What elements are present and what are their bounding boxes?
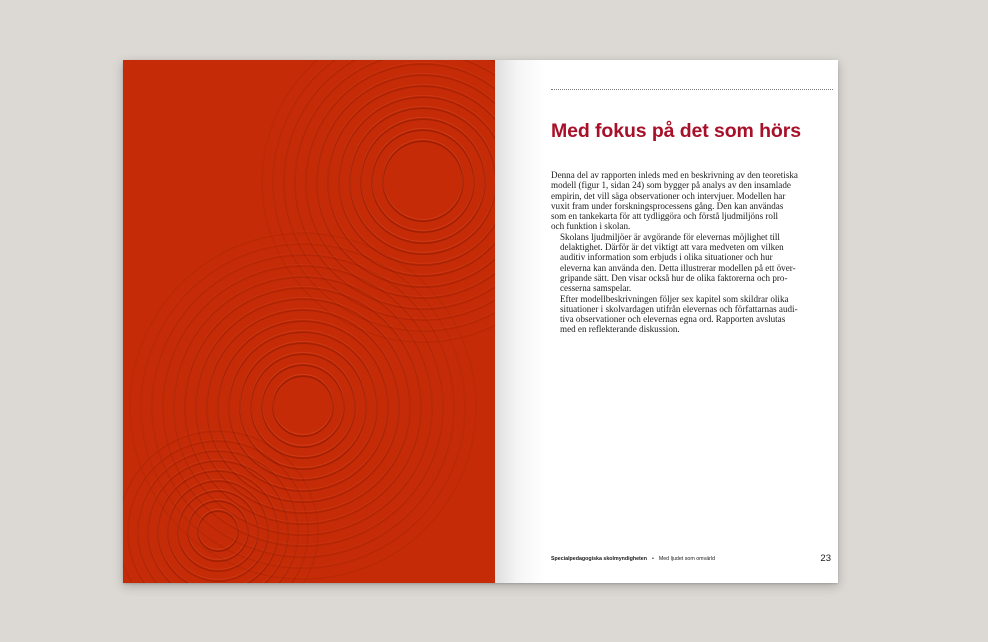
- text-line: tiva observationer och elevernas egna ord. Rapporten avslutas: [560, 314, 786, 325]
- paragraph-1: [551, 170, 798, 232]
- footer-organization: Specialpedagogiska skolmyndigheten: [551, 556, 647, 562]
- text-line: som en tankekarta för att tydliggöra och förstå ljudmiljöns roll: [551, 211, 779, 222]
- text-line: med en reflekterande diskussion.: [560, 324, 680, 335]
- paragraph-2: [551, 231, 796, 294]
- text-line: vuxit fram under forskningsprocessens gång. Den kan användas: [551, 200, 784, 211]
- footer-separator: •: [651, 556, 654, 562]
- text-line: gripande sätt. Den visar också hur de olika faktorerna och pro-: [560, 272, 788, 283]
- body-text: [551, 170, 798, 335]
- page-footer: [551, 553, 833, 568]
- text-line: Denna del av rapporten inleds med en beskrivning av den teoretiska: [551, 170, 798, 180]
- dotted-rule: [551, 89, 833, 90]
- text-line: och funktion i skolan.: [551, 221, 631, 232]
- footer-publication: Med ljudet som omvärld: [658, 556, 716, 562]
- ripple-pattern-image: [123, 60, 495, 583]
- gutter-shadow: [495, 60, 545, 583]
- right-page: [495, 60, 838, 583]
- page-number: 23: [820, 553, 831, 564]
- chapter-heading: Med fokus på det som hörs: [551, 120, 801, 142]
- text-line: delaktighet. Därför är det viktigt att vara medveten om vilken: [560, 242, 784, 253]
- text-line: Skolans ljudmiljöer är avgörande för elevernas möjlighet till: [560, 231, 780, 242]
- text-line: auditiv information som erbjuds i olika situationer och hur: [560, 252, 773, 263]
- text-line: modell (figur 1, sidan 24) som bygger på analys av den insamlade: [551, 180, 791, 191]
- text-line: situationer i skolvardagen utifrån elevernas och författarnas audi-: [560, 303, 798, 314]
- text-line: empirin, det vill säga observationer och intervjuer. Modellen har: [551, 190, 786, 201]
- book-spread: [123, 60, 838, 583]
- text-line: eleverna kan använda den. Detta illustrerar modellen på ett över-: [560, 262, 796, 273]
- paragraph-3: [551, 293, 798, 335]
- text-line: cesserna samspelar.: [560, 283, 632, 294]
- text-line: Efter modellbeskrivningen följer sex kapitel som skildrar olika: [560, 293, 789, 304]
- left-page-ripple-illustration: [123, 60, 495, 583]
